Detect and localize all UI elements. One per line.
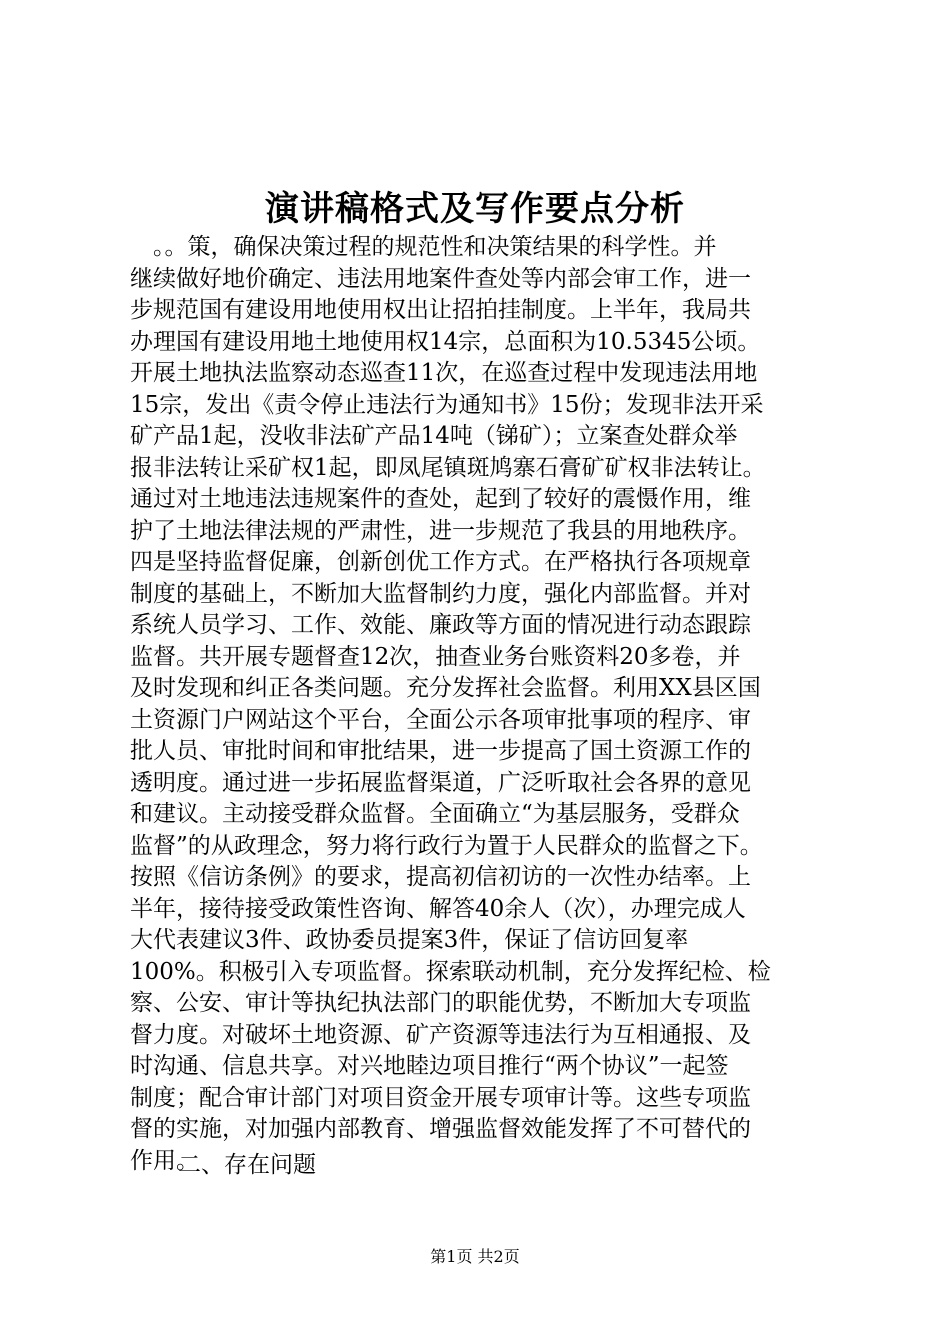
- body-line: 督力度。对破坏土地资源、矿产资源等违法行为互相通报、及: [130, 1021, 751, 1048]
- body-line: 大代表建议3件、政协委员提案3件，保证了信访回复率: [130, 927, 689, 953]
- body-line: 批人员、审批时间和审批结果，进一步提高了国土资源工作的: [130, 738, 751, 764]
- body-line: 继续做好地价确定、违法用地案件查处等内部会审工作，进一: [130, 265, 751, 292]
- body-line: 报非法转让采矿权1起，即凤尾镇斑鸠寨石膏矿矿权非法转让。: [130, 454, 766, 481]
- body-line: 通过对土地违法违规案件的查处，起到了较好的震慑作用，维: [130, 486, 751, 512]
- section-heading: 二、存在问题: [178, 1152, 316, 1178]
- body-line: 办理国有建设用地土地使用权14宗，总面积为10.5345公顷。: [130, 328, 761, 355]
- body-line: 及时发现和纠正各类问题。充分发挥社会监督。利用XX县区国: [130, 675, 761, 701]
- document-title: 演讲稿格式及写作要点分析: [265, 189, 685, 229]
- page-number-footer: 第1页 共2页: [430, 1247, 520, 1266]
- body-line: 开展土地执法监察动态巡查11次，在巡查过程中发现违法用地: [130, 360, 758, 386]
- document-body: [130, 232, 852, 1177]
- body-line: 土资源门户网站这个平台，全面公示各项审批事项的程序、审: [130, 706, 751, 733]
- body-line: 制度的基础上，不断加大监督制约力度，强化内部监督。并对: [130, 580, 751, 607]
- body-line: 和建议。主动接受群众监督。全面确立“为基层服务，受群众: [130, 801, 740, 827]
- body-line: 步规范国有建设用地使用权出让招拍挂制度。上半年，我局共: [130, 297, 751, 323]
- body-line: 15宗，发出《责令停止违法行为通知书》15份；发现非法开采: [130, 391, 764, 418]
- body-line: 时沟通、信息共享。对兴地睦边项目推行“两个协议”一起签: [130, 1053, 729, 1079]
- body-line: 100%。积极引入专项监督。探索联动机制，充分发挥纪检、检: [130, 958, 771, 985]
- body-line: 。。策，确保决策过程的规范性和决策结果的科学性。并: [130, 234, 717, 260]
- body-line: 督的实施，对加强内部教育、增强监督效能发挥了不可替代的: [130, 1116, 751, 1142]
- body-line: 监督。共开展专题督查12次，抽查业务台账资料20多卷，并: [130, 643, 741, 670]
- body-line: 矿产品1起，没收非法矿产品14吨（锑矿）；立案查处群众举: [130, 423, 738, 449]
- body-line: 系统人员学习、工作、效能、廉政等方面的情况进行动态跟踪: [130, 612, 751, 638]
- body-line: 护了土地法律法规的严肃性，进一步规范了我县的用地秩序。: [130, 517, 751, 544]
- body-line: 透明度。通过进一步拓展监督渠道，广泛听取社会各界的意见: [130, 769, 751, 796]
- body-line: 作用。: [130, 1147, 199, 1174]
- body-line: 按照《信访条例》的要求，提高初信初访的一次性办结率。上: [130, 864, 751, 890]
- body-line: 四是坚持监督促廉，创新创优工作方式。在严格执行各项规章: [130, 549, 751, 575]
- body-line: 制度；配合审计部门对项目资金开展专项审计等。这些专项监: [130, 1084, 751, 1111]
- body-line: 监督”的从政理念，努力将行政行为置于人民群众的监督之下。: [130, 832, 763, 859]
- body-line: 察、公安、审计等执纪执法部门的职能优势，不断加大专项监: [130, 990, 751, 1016]
- body-line: 半年，接待接受政策性咨询、解答40余人（次），办理完成人: [130, 895, 746, 922]
